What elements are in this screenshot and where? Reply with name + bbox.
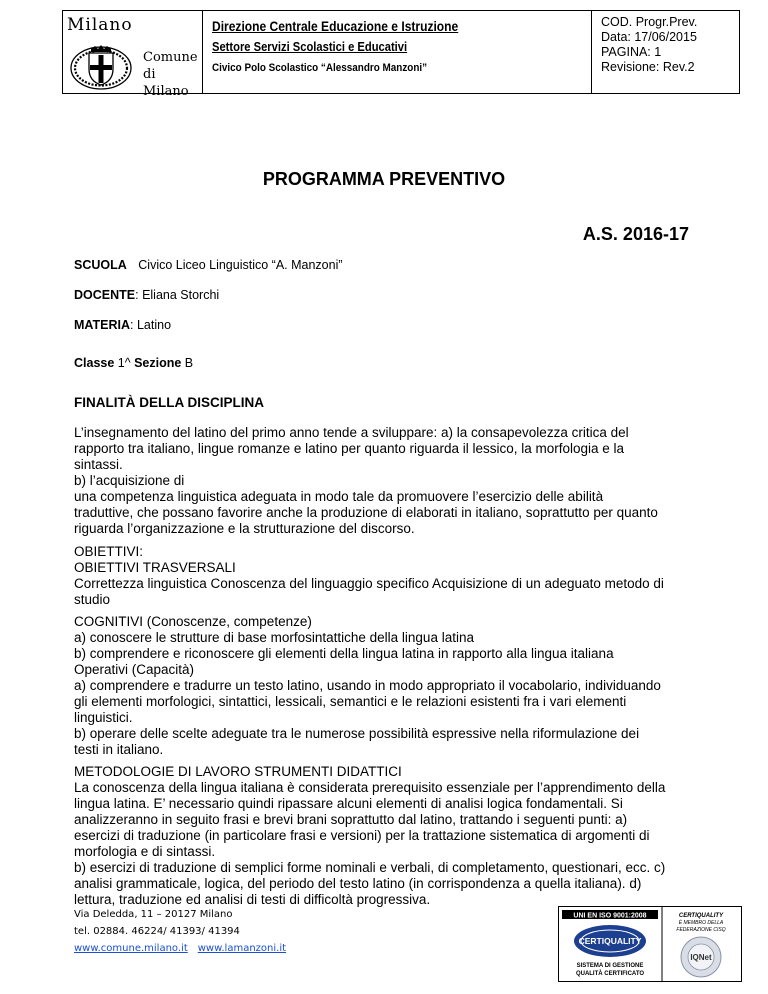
cert-brand-text: CERTIQUALITY: [578, 936, 642, 946]
text-line: gli elementi morfologici, sintattici, lessicali, semantici e le relazioni esistenti fra i vari elementi: [74, 694, 627, 709]
cognitivi-paragraph: [74, 614, 714, 758]
text-line: lingua latina. E’ necessario quindi ripassare alcuni elementi di analisi logica fondamentali. Si: [74, 796, 623, 811]
cert-iso-text: UNI EN ISO 9001:2008: [573, 912, 647, 920]
footer-address: Via Deledda, 11 – 20127 Milano: [74, 909, 233, 920]
finalita-paragraph: [74, 425, 714, 537]
text-line: b) operare delle scelte adeguate tra le numerose possibilità espressive nella riformulazione dei: [74, 726, 640, 741]
text-line: morfologia e di sintassi.: [74, 844, 216, 859]
scuola-value: Civico Liceo Linguistico “A. Manzoni”: [138, 258, 343, 272]
scuola-label: SCUOLA: [74, 258, 127, 272]
text-line: traduttive, che possano favorire anche la produzione di elaborati in italiano, soprattutto per quanto: [74, 505, 658, 520]
header-data: Data: 17/06/2015: [601, 30, 697, 44]
text-line: a) comprendere e tradurre un testo latino, usando in modo appropriato il vocabolario, individuando: [74, 678, 661, 693]
logo-city-name: Milano: [67, 15, 133, 35]
certification-badge: [558, 906, 742, 982]
certiquality-logo-icon: [559, 907, 741, 981]
text-line: b) esercizi di traduzione di semplici forme nominali e verbali, di completamento, questionari, ecc. c): [74, 860, 666, 875]
text-line: METODOLOGIE DI LAVORO STRUMENTI DIDATTICI: [74, 764, 402, 779]
header-settore: Settore Servizi Scolastici e Educativi: [212, 39, 408, 54]
finalita-heading: FINALITÀ DELLA DISCIPLINA: [74, 395, 264, 410]
header-polo: Civico Polo Scolastico “Alessandro Manzoni”: [212, 62, 428, 74]
text-line: b) l’acquisizione di: [74, 473, 185, 488]
text-line: lettura, traduzione ed analisi di testi di difficoltà progressiva.: [74, 892, 431, 907]
header-pagina: PAGINA: 1: [601, 45, 662, 59]
page-footer: [74, 906, 296, 957]
text-line: Correttezza linguistica Conoscenza del linguaggio specifico Acquisizione di un adeguato metodo di: [74, 576, 664, 591]
text-line: La conoscenza della lingua italiana è considerata prerequisito essenziale per l’apprendimento della: [74, 780, 666, 795]
obiettivi-paragraph: [74, 544, 714, 608]
page-title: PROGRAMMA PREVENTIVO: [262, 169, 506, 189]
cert-iqnet: IQNet: [690, 953, 712, 962]
header-department: [203, 11, 592, 93]
text-line: b) comprendere e riconoscere gli elementi della lingua latina in rapporto alla lingua italiana: [74, 646, 614, 661]
sezione-label: Sezione: [134, 356, 182, 370]
classe-label: Classe: [74, 356, 115, 370]
header-direzione: Direzione Centrale Educazione e Istruzione: [212, 18, 459, 34]
text-line: studio: [74, 592, 111, 607]
link-lamanzoni[interactable]: www.lamanzoni.it: [197, 943, 287, 954]
text-line: OBIETTIVI TRASVERSALI: [74, 560, 236, 575]
logo-comune-text: [143, 49, 202, 100]
docente-value: : Eliana Storchi: [135, 288, 220, 302]
school-year: A.S. 2016-17: [582, 224, 689, 244]
info-materia: [74, 318, 171, 332]
document-header: [62, 10, 740, 99]
text-line: L’insegnamento del latino del primo anno tende a sviluppare: a) la consapevolezza critica del: [74, 425, 629, 440]
docente-label: DOCENTE: [74, 288, 136, 302]
header-revisione: Revisione: Rev.2: [601, 60, 695, 74]
text-line: COGNITIVI (Conoscenze, competenze): [74, 614, 312, 629]
text-line: a) conoscere le strutture di base morfosintattiche della lingua latina: [74, 630, 474, 645]
cert-side2: È MEMBRO DELLA: [678, 920, 724, 926]
text-line: testi in italiano.: [74, 742, 164, 757]
text-line: analisi grammaticale, logica, del periodo del testo latino (in corrispondenza a quella italiana). d): [74, 876, 642, 891]
footer-links: [74, 940, 296, 957]
text-line: OBIETTIVI:: [74, 544, 144, 559]
classe-value: 1^: [114, 356, 135, 370]
cert-side1: CERTIQUALITY: [678, 913, 724, 919]
cert-line2: QUALITÀ CERTIFICATO: [575, 971, 645, 977]
text-line: Operativi (Capacità): [74, 662, 195, 677]
cert-line1: SISTEMA DI GESTIONE: [576, 963, 644, 969]
text-line: rapporto tra italiano, lingue romanze e latino per quanto riguarda il lessico, la morfologia e la: [74, 441, 625, 456]
metodologie-paragraph: [74, 764, 714, 908]
materia-label: MATERIA: [74, 318, 131, 332]
text-line: linguistici.: [74, 710, 133, 725]
cert-side3: FEDERAZIONE CISQ: [676, 927, 726, 933]
text-line: analizzeranno in seguito frasi e brevi brani soprattutto dal latino, trattando i seguenti punti: a): [74, 812, 628, 827]
city-crest-icon: [69, 45, 133, 91]
text-line: riguarda l’organizzazione e la strutturazione del discorso.: [74, 521, 415, 536]
logo-line-di-milano: di Milano: [143, 67, 189, 99]
comune-logo: [63, 11, 203, 99]
info-scuola: [74, 258, 343, 272]
info-docente: [74, 288, 219, 302]
footer-tel: tel. 02884. 46224/ 41393/ 41394: [74, 926, 240, 937]
header-doc-info: [592, 11, 697, 75]
sezione-value: B: [181, 356, 194, 370]
link-comune[interactable]: www.comune.milano.it: [74, 943, 188, 954]
header-cod: COD. Progr.Prev.: [601, 15, 698, 29]
text-line: sintassi.: [74, 457, 123, 472]
materia-value: : Latino: [130, 318, 172, 332]
info-classe: [74, 356, 193, 370]
text-line: una competenza linguistica adeguata in modo tale da promuovere l’esercizio delle abilità: [74, 489, 604, 504]
logo-line-comune: Comune: [143, 50, 198, 65]
text-line: esercizi di traduzione (in particolare frasi e versioni) per la trattazione sistematica di argomenti di: [74, 828, 650, 843]
